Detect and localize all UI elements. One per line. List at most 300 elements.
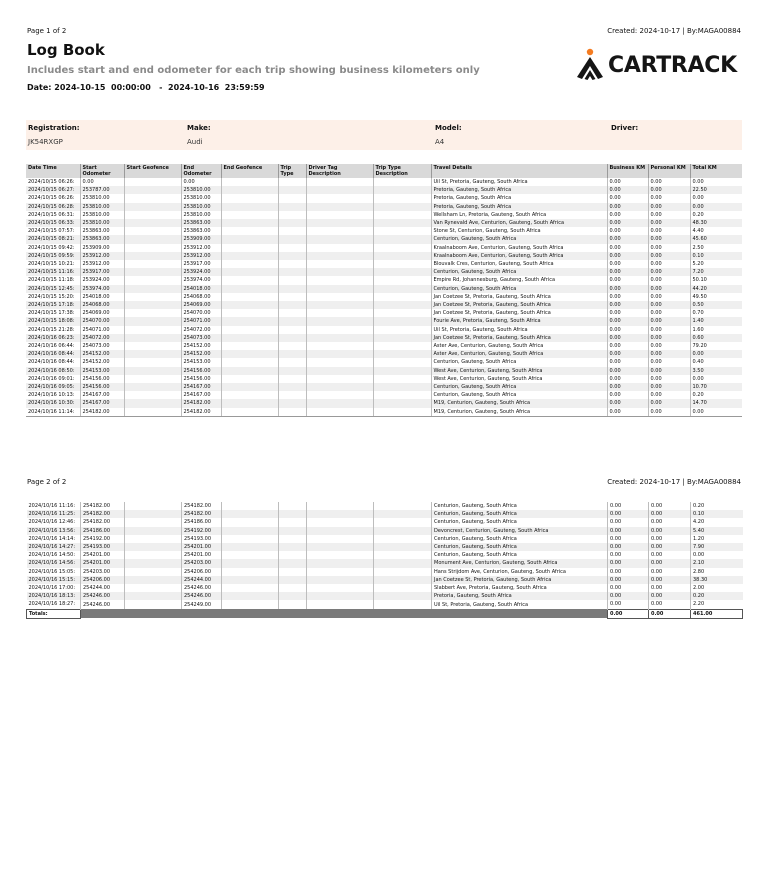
table-row: [26, 399, 742, 407]
totals-spacer: [81, 609, 608, 618]
cell-business-km: 0.00: [607, 276, 648, 284]
cell-end-odometer: 254244.00: [182, 576, 222, 584]
cell-start-odometer: 254186.00: [81, 527, 125, 535]
cell-business-km: 0.00: [607, 186, 648, 194]
cell-driver-tag: [306, 235, 373, 243]
cell-start-odometer: 254152.00: [80, 350, 124, 358]
cell-trip-type: [279, 584, 307, 592]
cell-personal-km: 0.00: [649, 568, 691, 576]
cell-driver-tag: [307, 535, 374, 543]
cell-total-km: 50.10: [690, 276, 742, 284]
cell-datetime: 2024/10/16 11:25:: [27, 510, 81, 518]
table-row: [27, 592, 743, 600]
cell-datetime: 2024/10/16 12:46:: [28, 519, 76, 526]
cell-start-odometer: 254182.00: [81, 502, 125, 510]
cell-trip-type: [279, 518, 307, 526]
cell-end-odometer: 254192.00: [182, 527, 222, 535]
cell-driver-tag: [306, 367, 373, 375]
cell-travel-details: Devoncrest, Centurion, Gauteng, South Africa: [432, 527, 608, 535]
cell-business-km: 0.00: [607, 203, 648, 211]
cell-trip-type-desc: [374, 600, 432, 609]
cell-trip-type: [278, 227, 306, 235]
col-business-km: Business KM: [607, 164, 648, 178]
cell-travel-details: Centurion, Gauteng, South Africa: [431, 268, 607, 276]
cell-business-km: 0.00: [608, 527, 649, 535]
cell-end-geofence: [221, 358, 278, 366]
cell-start-odometer: 254156.00: [80, 375, 124, 383]
table-row: [26, 358, 742, 366]
table-row: [26, 252, 742, 260]
cell-start-odometer: 0.00: [80, 178, 124, 186]
cell-personal-km: 0.00: [649, 592, 691, 600]
totals-business-km: 0.00: [608, 609, 649, 618]
cell-driver-tag: [307, 559, 374, 567]
cell-end-odometer: 254246.00: [182, 584, 222, 592]
col-personal-km: Personal KM: [648, 164, 690, 178]
cell-end-odometer: 253912.00: [181, 244, 221, 252]
cell-driver-tag: [306, 342, 373, 350]
cell-trip-type-desc: [374, 510, 432, 518]
cell-end-odometer: 253863.00: [181, 227, 221, 235]
cell-driver-tag: [306, 399, 373, 407]
cell-start-geofence: [124, 317, 181, 325]
cell-end-odometer: 253912.00: [181, 252, 221, 260]
cell-trip-type-desc: [374, 559, 432, 567]
cell-driver-tag: [306, 194, 373, 202]
cell-datetime: 2024/10/15 06:26:: [28, 195, 75, 202]
cell-travel-details: Kraalnaboom Ave, Centurion, Gauteng, South Africa: [431, 244, 607, 252]
cell-trip-type-desc: [373, 408, 431, 417]
cell-total-km: 0.00: [691, 551, 743, 559]
table-header-row: [26, 164, 742, 178]
cell-start-odometer: 253810.00: [80, 203, 124, 211]
cell-total-km: 0.20: [690, 391, 742, 399]
cell-trip-type: [279, 559, 307, 567]
cell-trip-type-desc: [373, 186, 431, 194]
cell-driver-tag: [306, 244, 373, 252]
cell-driver-tag: [306, 178, 373, 186]
table-row: [27, 568, 743, 576]
cell-driver-tag: [307, 527, 374, 535]
cell-total-km: 3.50: [690, 367, 742, 375]
cell-personal-km: 0.00: [648, 244, 690, 252]
created-stamp: Created: 2024-10-17 | By:MAGA00884: [607, 27, 741, 35]
cell-start-geofence: [124, 227, 181, 235]
cell-total-km: 22.50: [690, 186, 742, 194]
cell-end-geofence: [221, 276, 278, 284]
totals-row: [27, 609, 743, 618]
cell-business-km: 0.00: [607, 326, 648, 334]
cell-trip-type: [278, 309, 306, 317]
cell-total-km: 2.00: [691, 584, 743, 592]
cell-driver-tag: [306, 375, 373, 383]
cell-datetime: 2024/10/15 08:21:: [26, 235, 80, 243]
cell-start-odometer: 254182.00: [80, 408, 124, 417]
cell-end-odometer: 254249.00: [182, 600, 222, 609]
cell-start-odometer: 254193.00: [81, 543, 125, 551]
cell-trip-type-desc: [373, 293, 431, 301]
cell-start-geofence: [124, 186, 181, 194]
cell-datetime: 2024/10/16 09:01:: [28, 375, 75, 382]
cell-start-geofence: [124, 375, 181, 383]
cell-trip-type-desc: [373, 211, 431, 219]
table-row: [26, 317, 742, 325]
cell-driver-tag: [306, 203, 373, 211]
cell-start-geofence: [124, 268, 181, 276]
cell-end-odometer: 254182.00: [181, 408, 221, 417]
cell-driver-tag: [306, 260, 373, 268]
cell-total-km: 44.20: [690, 285, 742, 293]
cell-start-geofence: [125, 518, 182, 526]
cell-end-odometer: 254193.00: [182, 535, 222, 543]
cell-trip-type: [278, 203, 306, 211]
cell-travel-details: Kraalnaboom Ave, Centurion, Gauteng, South Africa: [431, 252, 607, 260]
cell-business-km: 0.00: [607, 194, 648, 202]
cell-travel-details: Jan Coetzee St, Pretoria, Gauteng, South Africa: [432, 576, 608, 584]
table-row: [26, 276, 742, 284]
cell-start-geofence: [125, 600, 182, 609]
cell-end-odometer: 253810.00: [181, 194, 221, 202]
registration-label: Registration:: [28, 124, 80, 132]
cell-trip-type-desc: [373, 268, 431, 276]
cell-total-km: 1.40: [690, 317, 742, 325]
table-row: [26, 334, 742, 342]
cell-datetime: 2024/10/16 08:44:: [28, 359, 75, 366]
page-number: Page 2 of 2: [27, 478, 67, 486]
cell-business-km: 0.00: [607, 334, 648, 342]
cell-end-geofence: [221, 350, 278, 358]
cell-trip-type-desc: [373, 317, 431, 325]
trip-table-page1: [26, 164, 742, 417]
cell-driver-tag: [306, 317, 373, 325]
cell-end-odometer: 254167.00: [181, 383, 221, 391]
cell-trip-type: [278, 358, 306, 366]
cell-travel-details: West Ave, Centurion, Gauteng, South Africa: [431, 375, 607, 383]
cell-start-geofence: [125, 502, 182, 510]
cell-trip-type-desc: [373, 276, 431, 284]
cell-driver-tag: [306, 358, 373, 366]
report-subtitle: Includes start and end odometer for each trip showing business kilometers only: [27, 65, 480, 76]
cell-trip-type: [278, 235, 306, 243]
cell-personal-km: 0.00: [649, 535, 691, 543]
cell-datetime: 2024/10/16 08:44:: [26, 350, 80, 358]
cell-driver-tag: [307, 576, 374, 584]
cell-business-km: 0.00: [608, 576, 649, 584]
cell-trip-type: [278, 391, 306, 399]
cell-business-km: 0.00: [608, 543, 649, 551]
cell-business-km: 0.00: [607, 358, 648, 366]
cell-end-odometer: 254152.00: [181, 342, 221, 350]
table-row: [26, 194, 742, 202]
cell-travel-details: Pretoria, Gauteng, South Africa: [432, 592, 608, 600]
cell-datetime: 2024/10/15 09:42:: [28, 244, 75, 251]
cell-end-odometer: 0.00: [181, 178, 221, 186]
cell-start-geofence: [125, 568, 182, 576]
cell-trip-type-desc: [373, 367, 431, 375]
cell-start-geofence: [124, 252, 181, 260]
cell-total-km: 0.00: [690, 350, 742, 358]
cell-start-odometer: 254069.00: [80, 309, 124, 317]
cell-personal-km: 0.00: [648, 235, 690, 243]
date-range: Date: 2024-10-15 00:00:00 - 2024-10-16 23:59:59: [27, 83, 265, 92]
cell-end-geofence: [221, 268, 278, 276]
cell-datetime: 2024/10/16 17:00:: [28, 585, 76, 592]
cell-personal-km: 0.00: [649, 502, 691, 510]
cell-travel-details: Wellsham Ln, Pretoria, Gauteng, South Africa: [431, 211, 607, 219]
cell-travel-details: Centurion, Gauteng, South Africa: [431, 285, 607, 293]
cell-end-geofence: [221, 391, 278, 399]
cell-end-geofence: [221, 301, 278, 309]
cell-start-geofence: [125, 543, 182, 551]
cell-travel-details: Centurion, Gauteng, South Africa: [432, 518, 608, 526]
cell-trip-type: [278, 350, 306, 358]
cartrack-wordmark: CARTRACK: [608, 53, 737, 78]
cell-end-geofence: [222, 592, 279, 600]
cell-datetime: 2024/10/15 11:16:: [26, 268, 80, 276]
cell-end-geofence: [221, 317, 278, 325]
cell-trip-type: [279, 510, 307, 518]
trip-table-page2: [26, 502, 743, 619]
cell-driver-tag: [306, 276, 373, 284]
table-row: [27, 535, 743, 543]
cartrack-logo-icon: [575, 48, 605, 82]
cell-trip-type-desc: [374, 592, 432, 600]
cell-business-km: 0.00: [608, 510, 649, 518]
cell-trip-type-desc: [374, 551, 432, 559]
cell-personal-km: 0.00: [648, 334, 690, 342]
cell-start-odometer: 253863.00: [80, 235, 124, 243]
cell-driver-tag: [306, 334, 373, 342]
cell-personal-km: 0.00: [648, 375, 690, 383]
cell-trip-type-desc: [373, 252, 431, 260]
cell-total-km: 0.20: [690, 211, 742, 219]
cell-business-km: 0.00: [608, 559, 649, 567]
cell-travel-details: Jan Coetzee St, Pretoria, Gauteng, South Africa: [431, 301, 607, 309]
cell-end-odometer: 254246.00: [182, 592, 222, 600]
cell-start-odometer: 254071.00: [80, 326, 124, 334]
cell-travel-details: West Ave, Centurion, Gauteng, South Africa: [431, 367, 607, 375]
cell-driver-tag: [307, 568, 374, 576]
cell-personal-km: 0.00: [649, 518, 691, 526]
cell-end-odometer: 254186.00: [182, 518, 222, 526]
cell-start-odometer: 253909.00: [80, 244, 124, 252]
col-start-odometer: Start Odometer: [80, 164, 124, 178]
cell-driver-tag: [306, 301, 373, 309]
cell-travel-details: Centurion, Gauteng, South Africa: [431, 235, 607, 243]
cell-driver-tag: [306, 293, 373, 301]
table-row: [26, 375, 742, 383]
cell-travel-details: Jan Coetzee St, Pretoria, Gauteng, South Africa: [431, 293, 607, 301]
cell-trip-type-desc: [373, 350, 431, 358]
cell-trip-type: [279, 551, 307, 559]
cell-trip-type-desc: [373, 178, 431, 186]
cell-total-km: 2.50: [690, 244, 742, 252]
cell-trip-type: [279, 568, 307, 576]
cell-start-odometer: 254201.00: [81, 551, 125, 559]
cell-business-km: 0.00: [608, 584, 649, 592]
cell-trip-type: [279, 576, 307, 584]
cell-personal-km: 0.00: [648, 342, 690, 350]
cell-personal-km: 0.00: [648, 309, 690, 317]
cell-trip-type-desc: [373, 260, 431, 268]
cell-start-odometer: 254246.00: [81, 592, 125, 600]
col-total-km: Total KM: [690, 164, 742, 178]
table-row: [26, 219, 742, 227]
cell-end-odometer: 254156.00: [181, 367, 221, 375]
cell-start-odometer: 254153.00: [80, 367, 124, 375]
cell-trip-type: [278, 252, 306, 260]
col-datetime: Date Time: [26, 164, 80, 178]
cell-start-odometer: 254072.00: [80, 334, 124, 342]
cell-personal-km: 0.00: [649, 584, 691, 592]
cell-end-odometer: 254018.00: [181, 285, 221, 293]
cell-travel-details: Fourie Ave, Pretoria, Gauteng, South Africa: [431, 317, 607, 325]
cell-trip-type: [278, 285, 306, 293]
cell-end-odometer: 253810.00: [181, 203, 221, 211]
cell-total-km: 38.30: [691, 576, 743, 584]
cell-start-geofence: [124, 309, 181, 317]
table-row: [26, 260, 742, 268]
cell-trip-type-desc: [373, 383, 431, 391]
cell-trip-type: [278, 399, 306, 407]
cell-travel-details: Pretoria, Gauteng, South Africa: [431, 186, 607, 194]
cell-travel-details: Uil St, Pretoria, Gauteng, South Africa: [432, 600, 608, 609]
totals-total-km: 461.00: [691, 609, 743, 618]
cell-total-km: 48.30: [690, 219, 742, 227]
cell-datetime: 2024/10/15 06:27:: [26, 186, 80, 194]
cell-start-odometer: 253810.00: [80, 211, 124, 219]
cell-datetime: 2024/10/16 14:50:: [28, 552, 76, 559]
cell-trip-type: [279, 592, 307, 600]
cell-travel-details: Uil St, Pretoria, Gauteng, South Africa: [431, 178, 607, 186]
cell-trip-type: [278, 326, 306, 334]
col-trip-type-desc: Trip Type Description: [373, 164, 431, 178]
cell-start-odometer: 254070.00: [80, 317, 124, 325]
cell-travel-details: Centurion, Gauteng, South Africa: [431, 358, 607, 366]
cell-trip-type: [278, 293, 306, 301]
cell-driver-tag: [306, 268, 373, 276]
cell-end-odometer: 254182.00: [182, 510, 222, 518]
cell-datetime: 2024/10/15 17:38:: [28, 310, 75, 317]
col-trip-type: Trip Type: [278, 164, 306, 178]
table-row: [26, 285, 742, 293]
cell-start-geofence: [124, 391, 181, 399]
cell-start-geofence: [124, 301, 181, 309]
cell-end-odometer: 254182.00: [181, 399, 221, 407]
cell-end-geofence: [221, 260, 278, 268]
cell-personal-km: 0.00: [648, 301, 690, 309]
col-start-geofence: Start Geofence: [124, 164, 181, 178]
cell-driver-tag: [306, 211, 373, 219]
table-row: [27, 600, 743, 609]
cell-trip-type: [278, 317, 306, 325]
cell-business-km: 0.00: [607, 235, 648, 243]
cell-start-geofence: [124, 219, 181, 227]
cell-start-odometer: 253787.00: [80, 186, 124, 194]
cell-travel-details: Slabbert Ave, Pretoria, Gauteng, South Africa: [432, 584, 608, 592]
cell-start-odometer: 253924.00: [80, 276, 124, 284]
cell-trip-type-desc: [373, 375, 431, 383]
cell-personal-km: 0.00: [649, 551, 691, 559]
cell-travel-details: Blouvalk Cres, Centurion, Gauteng, South Africa: [431, 260, 607, 268]
cell-trip-type: [278, 268, 306, 276]
cell-start-geofence: [124, 235, 181, 243]
cell-start-odometer: 253974.00: [80, 285, 124, 293]
cell-start-geofence: [124, 408, 181, 417]
cell-start-geofence: [125, 576, 182, 584]
cell-personal-km: 0.00: [648, 408, 690, 417]
cell-total-km: 79.20: [690, 342, 742, 350]
cell-travel-details: Centurion, Gauteng, South Africa: [431, 391, 607, 399]
cell-end-odometer: 254182.00: [182, 502, 222, 510]
cell-travel-details: Centurion, Gauteng, South Africa: [431, 383, 607, 391]
cell-total-km: 5.40: [691, 527, 743, 535]
registration-value: JK54RXGP: [28, 138, 63, 146]
cell-datetime: 2024/10/15 07:57:: [28, 228, 75, 235]
cell-travel-details: Centurion, Gauteng, South Africa: [432, 535, 608, 543]
cell-trip-type: [279, 535, 307, 543]
cell-driver-tag: [306, 186, 373, 194]
cell-end-geofence: [221, 252, 278, 260]
cell-end-geofence: [222, 568, 279, 576]
cell-end-geofence: [221, 367, 278, 375]
created-stamp: Created: 2024-10-17 | By:MAGA00884: [607, 478, 741, 486]
cell-business-km: 0.00: [607, 252, 648, 260]
cell-personal-km: 0.00: [648, 203, 690, 211]
cell-trip-type-desc: [373, 326, 431, 334]
cell-total-km: 2.10: [691, 559, 743, 567]
cell-travel-details: Centurion, Gauteng, South Africa: [432, 502, 608, 510]
cell-trip-type-desc: [373, 301, 431, 309]
cell-travel-details: Van Rynevald Ave, Centurion, Gauteng, South Africa: [431, 219, 607, 227]
cell-total-km: 0.50: [690, 301, 742, 309]
cell-driver-tag: [307, 543, 374, 551]
table-row: [26, 408, 742, 417]
cell-datetime: 2024/10/15 09:59:: [26, 252, 80, 260]
cell-start-geofence: [125, 584, 182, 592]
cell-start-geofence: [124, 276, 181, 284]
cell-personal-km: 0.00: [648, 326, 690, 334]
cell-trip-type-desc: [373, 203, 431, 211]
cell-trip-type-desc: [373, 227, 431, 235]
report-title: Log Book: [27, 41, 105, 59]
table-row: [26, 244, 742, 252]
cell-trip-type-desc: [373, 391, 431, 399]
table-row: [27, 576, 743, 584]
cell-personal-km: 0.00: [649, 527, 691, 535]
cell-total-km: 7.20: [690, 268, 742, 276]
cell-driver-tag: [307, 584, 374, 592]
cell-start-odometer: 254156.00: [80, 383, 124, 391]
cell-business-km: 0.00: [608, 600, 649, 609]
cell-driver-tag: [307, 510, 374, 518]
cell-start-odometer: 254182.00: [81, 510, 125, 518]
model-value: A4: [435, 138, 445, 146]
cell-personal-km: 0.00: [648, 383, 690, 391]
cell-end-geofence: [221, 285, 278, 293]
cell-driver-tag: [306, 408, 373, 417]
cell-trip-type: [279, 600, 307, 609]
cell-end-odometer: 253909.00: [181, 235, 221, 243]
cell-total-km: 49.50: [690, 293, 742, 301]
cell-business-km: 0.00: [607, 211, 648, 219]
cell-travel-details: Uil St, Pretoria, Gauteng, South Africa: [431, 326, 607, 334]
cell-end-geofence: [222, 518, 279, 526]
table-row: [26, 391, 742, 399]
cell-business-km: 0.00: [607, 391, 648, 399]
cell-driver-tag: [306, 285, 373, 293]
cell-personal-km: 0.00: [648, 367, 690, 375]
